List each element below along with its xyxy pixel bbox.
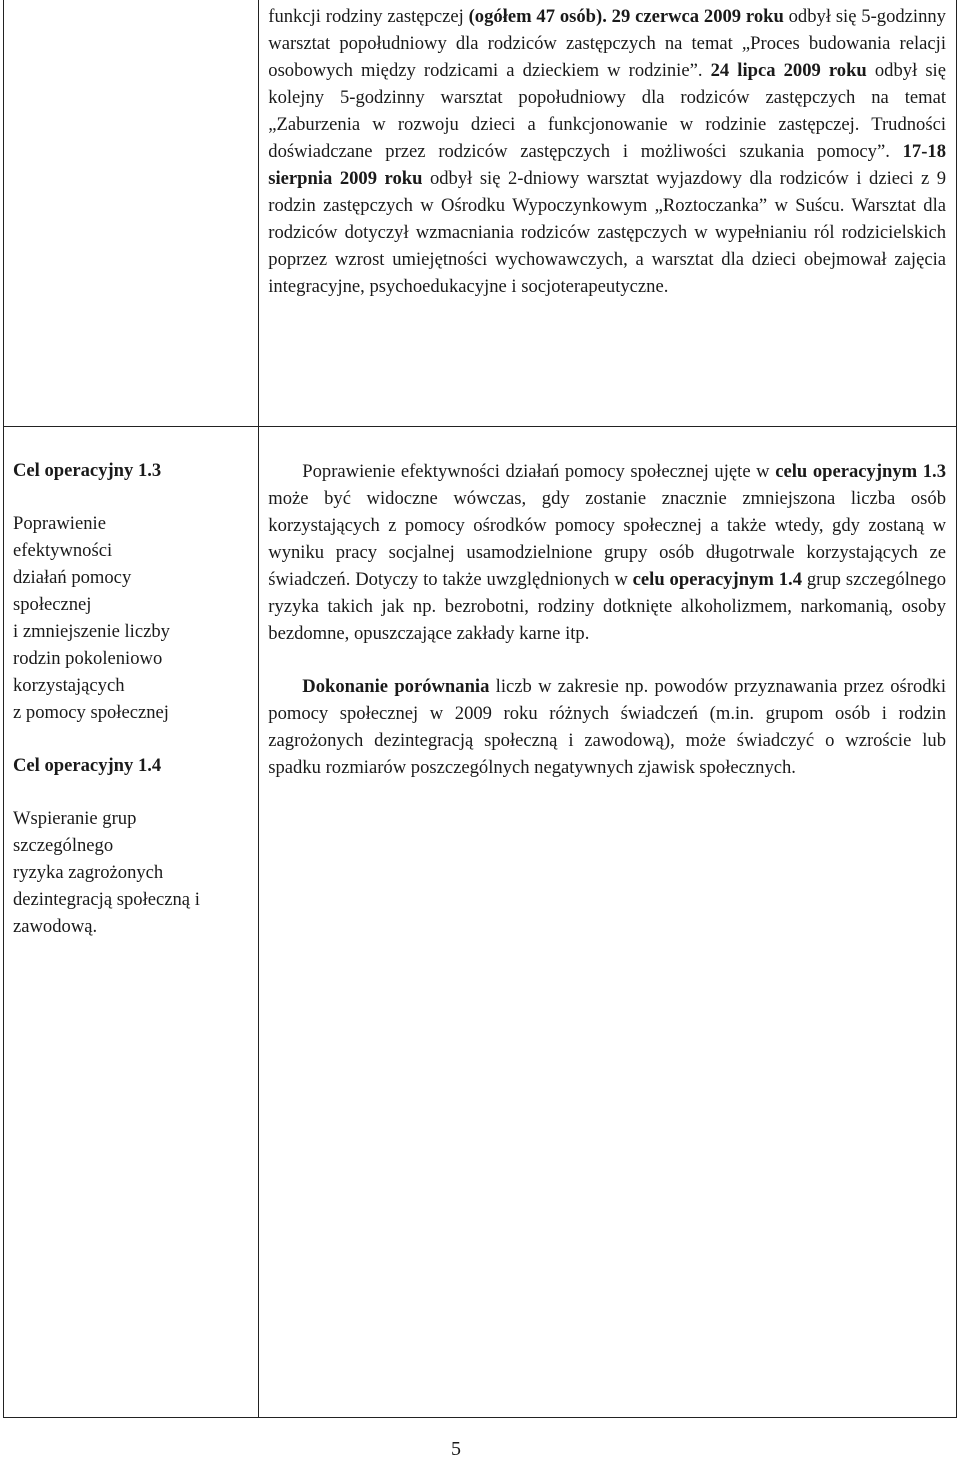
text-segment: odbył się 5-godzinny warsztat popołudniowy dla rodziców zastępczych na temat „Proces budowania relacji osobowych między rodzicami a dzieckiem w rodzinie”. (268, 6, 946, 81)
goal-description-1-3 (13, 510, 250, 726)
content-table (3, 0, 957, 1418)
goal-1-3-text-line: Poprawienie (13, 513, 106, 534)
goal-1-4-text-line: Wspieranie grup (13, 808, 137, 829)
text-segment: funkcji rodziny zastępczej (268, 6, 469, 27)
page-number: 5 (451, 1438, 461, 1460)
goal-reference-1-3: celu operacyjnym 1.3 (775, 461, 946, 482)
date-july: 24 lipca 2009 roku (710, 60, 867, 81)
goal-1-3-text-line: i zmniejszenie liczby (13, 621, 170, 642)
spacer (13, 779, 250, 805)
goal-1-3-text-line: rodzin pokoleniowo (13, 648, 163, 669)
goal-reference-1-4: celu operacyjnym 1.4 (632, 569, 802, 590)
participants-total: (ogółem 47 osób). (468, 6, 607, 27)
text-segment: odbył się 2-dniowy warsztat wyjazdowy dla rodziców i dzieci z 9 rodzin zastępczych w Ośrodku Wypoczynkowym „Roztoczanka” w Suścu. Warsztat dla rodziców dotyczył wzmacniania rodziców zastępczych w wypełnianiu ról rodzicielskich poprzez wzrost umiejętności wychowawczych, a warsztat dla dzieci obejmował zajęcia integracyjne, psychoedukacyjne i socjoterapeutyczne. (268, 168, 947, 297)
spacer (268, 647, 946, 673)
table-row-bottom (4, 427, 957, 1418)
spacer (13, 726, 250, 752)
goal-heading-1-3: Cel operacyjny 1.3 (13, 460, 162, 481)
goal-1-4-text-line: zawodową. (13, 916, 98, 937)
date-june: 29 czerwca 2009 roku (606, 6, 784, 27)
comparison-lead: Dokonanie porównania (302, 676, 490, 697)
goal-1-3-text-line: z pomocy społecznej (13, 702, 169, 723)
text-segment: może być widoczne wówczas, gdy zostanie znacznie zmniejszona liczba osób korzystających z pomocy ośrodków pomocy społecznej a także wtedy, gdy zostaną w wyniku pracy socjalnej usamodzielnione grupy osób długotrwale korzystających ze świadczeń. Dotyczy to także uwzględnionych w (268, 488, 946, 590)
top-right-cell (259, 0, 957, 427)
top-left-cell (4, 0, 259, 427)
goal-1-4-text-line: ryzyka zagrożonych (13, 862, 164, 883)
text-segment: Poprawienie efektywności działań pomocy społecznej ujęte w (302, 461, 776, 482)
goal-1-3-text-line: korzystających (13, 675, 125, 696)
goal-1-4-text-line: szczególnego (13, 835, 114, 856)
text-segment: odbył się kolejny 5-godzinny warsztat popołudniowy dla rodziców zastępczych na temat „Zaburzenia w rozwoju dzieci a funkcjonowanie w rodzinie zastępczej. Trudności doświadczane przez rodziców zastępczych i możliwości szukania pomocy”. (268, 60, 946, 162)
text-segment: liczb w zakresie np. powodów przyznawania przez ośrodki pomocy społecznej w 2009 roku różnych świadczeń (m.in. grupom osób i rodzin zagrożonych dezintegracją społeczną i zawodową), może świadczyć o wzroście lub spadku rozmiarów poszczególnych negatywnych zjawisk społecznych. (268, 676, 946, 778)
bottom-right-cell (259, 427, 957, 1418)
goal-1-4-text-line: dezintegracją społeczną i (13, 889, 200, 910)
bottom-left-cell (4, 427, 259, 1418)
spacer (13, 484, 250, 510)
table-row-top (4, 0, 957, 427)
goal-1-3-text-line: społecznej (13, 594, 92, 615)
goal-1-3-text-line: efektywności (13, 540, 113, 561)
text-segment: grup szczególnego ryzyka takich jak np. bezrobotni, rodziny dotknięte alkoholizmem, narkomanią, osoby bezdomne, opuszczające zakłady karne itp. (268, 569, 947, 644)
goal-1-3-text-line: działań pomocy (13, 567, 132, 588)
workshops-paragraph (268, 3, 946, 300)
comparison-paragraph (268, 673, 946, 781)
effectiveness-paragraph (268, 458, 946, 647)
goal-description-1-4 (13, 805, 250, 940)
date-august: 17-18 sierpnia 2009 roku (268, 141, 946, 189)
goal-heading-1-4: Cel operacyjny 1.4 (13, 755, 162, 776)
